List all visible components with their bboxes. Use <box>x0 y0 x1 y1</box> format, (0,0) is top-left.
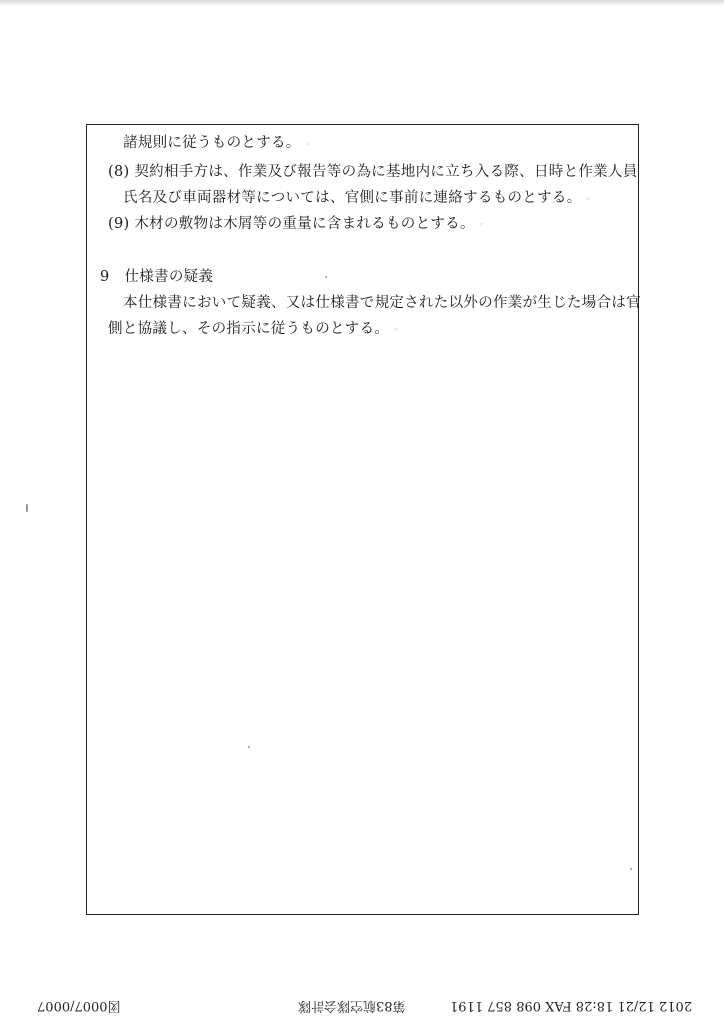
item-8-number: (8) <box>108 164 130 180</box>
section-9-body-line-1: 本仕様書において疑義、又は仕様書で規定された以外の作業が生じた場合は官 <box>123 295 641 311</box>
document-frame <box>86 124 639 915</box>
item-8-line-1 <box>108 163 638 181</box>
section-9-heading <box>100 268 213 286</box>
section-9-title: 仕様書の疑義 <box>124 269 214 285</box>
fax-footer <box>0 994 724 1018</box>
scan-speck <box>248 746 250 748</box>
scan-mark: ◦ <box>304 140 311 150</box>
scan-mark: ◦ <box>585 195 592 205</box>
item-9-number: (9) <box>108 216 130 232</box>
scan-edge <box>0 0 724 6</box>
item-8-text: 契約相手方は、作業及び報告等の為に基地内に立ち入る際、日時と作業人員 <box>134 164 638 180</box>
item-9-line <box>108 215 484 235</box>
fax-page-number: 図0007/0007 <box>37 998 121 1013</box>
fax-sender: 第83航空隊会計隊 <box>298 998 406 1013</box>
section-9-body-line-2: 側と協議し、その指示に従うものとする。 ◦ <box>108 321 399 337</box>
item-8-line-2: 氏名及び車両器材等については、官側に事前に連絡するものとする。 ◦ <box>123 190 592 206</box>
text-line-1: 諸規則に従うものとする。 ◦ <box>123 135 311 151</box>
scan-mark: ◦ <box>478 221 485 231</box>
scan-mark: ◦ <box>393 326 399 336</box>
section-9-number: 9 <box>100 269 110 285</box>
item-9-text: 木材の敷物は木屑等の重量に含まれるものとする。 <box>134 216 475 232</box>
scan-speck <box>26 504 28 512</box>
scan-speck <box>325 276 327 278</box>
scan-speck <box>630 868 632 870</box>
fax-header-line: 2012 12/21 18:28 FAX 098 857 1191 <box>450 998 693 1013</box>
